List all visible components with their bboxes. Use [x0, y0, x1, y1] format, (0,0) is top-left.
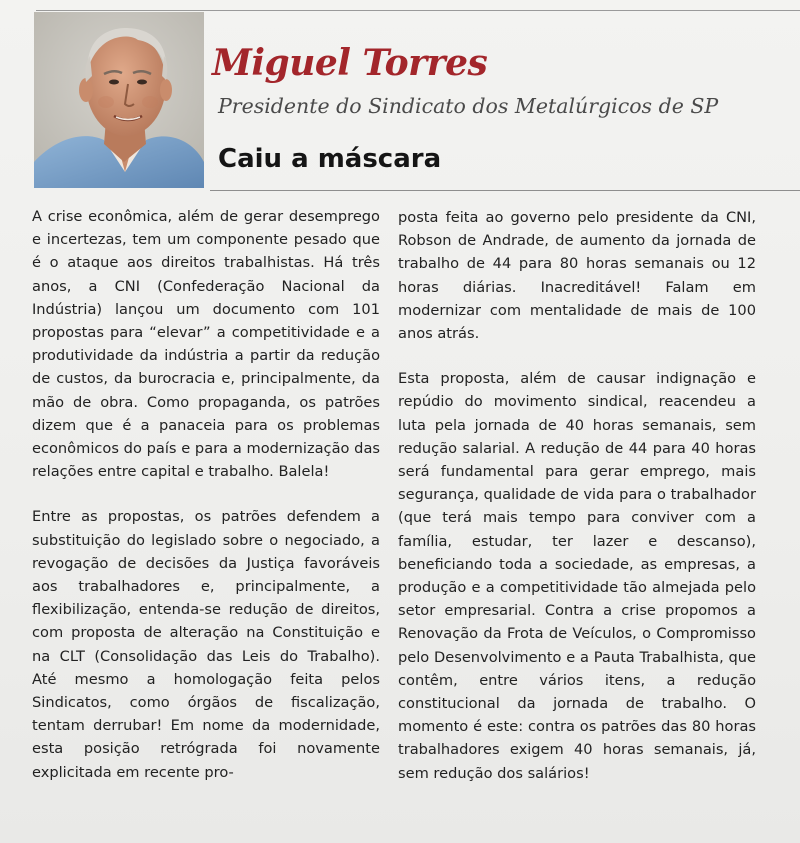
- paragraph-right-2: Esta proposta, além de causar indignação e repúdio do movimento sindical, reacendeu a luta pela jornada de 40 horas semanais, sem redução salarial. A redução de 44 para 40 horas será fundamental para gerar emprego, mais segurança, qualidade de vida para o trabalhador (que terá mais tempo para conviver com a família, estudar, ter lazer e descanso), beneficiando toda a sociedade, as empresas, a produção e a competitividade tão almejada pelo setor empresarial. Contra a crise propomos a Renovação da Frota de Veículos, o Compromisso pelo Desenvolvimento e a Pauta Trabalhista, que contêm, entre vários itens, a redução constitucional da jornada de trabalho. O momento é este: contra os patrões das 80 horas trabalhadores exigem 40 horas semanais, já, sem redução dos salários!: [398, 370, 756, 782]
- paragraph-left-1: A crise econômica, além de gerar desemprego e incertezas, tem um componente pesado que é o ataque aos direitos trabalhistas. Há três anos, a CNI (Confederação Nacional da Indústria) lançou um documento com 101 propostas para “elevar” a competitividade e a produtividade da indústria a partir da redução de custos, da burocracia e, principalmente, da mão de obra. Como propaganda, os patrões dizem que é a panaceia para os problemas econômicos do país e para a modernização das relações entre capital e trabalho. Balela!: [32, 208, 380, 481]
- paragraph-left-2: Entre as propostas, os patrões defendem a substituição do legislado sobre o negociado, a revogação de decisões da Justiça favoráveis aos trabalhadores e, principalmente, a flexibilização, entenda-se redução de direitos, com proposta de alteração na Constituição e na CLT (Consolidação das Leis do Trabalho). Até mesmo a homologação feita pelos Sindicatos, como órgãos de fiscalização, tentam derrubar! Em nome da modernidade, esta posição retrógrada foi novamente explicitada em recente pro-: [32, 508, 380, 781]
- header-divider: [210, 190, 800, 191]
- left-column: [32, 205, 380, 806]
- top-divider: [36, 10, 800, 11]
- author-role: Presidente do Sindicato dos Metalúrgicos de SP: [218, 94, 719, 118]
- right-column: [398, 206, 756, 807]
- article-headline: Caiu a máscara: [218, 144, 442, 174]
- paragraph-right-1: posta feita ao governo pelo presidente da CNI, Robson de Andrade, de aumento da jornada de trabalho de 44 para 80 horas semanais ou 12 horas diárias. Inacreditável! Falam em modernizar com mentalidade de mais de 100 anos atrás.: [398, 209, 756, 343]
- author-photo: [34, 12, 204, 188]
- author-name: Miguel Torres: [212, 42, 488, 84]
- author-portrait-image: [34, 12, 204, 188]
